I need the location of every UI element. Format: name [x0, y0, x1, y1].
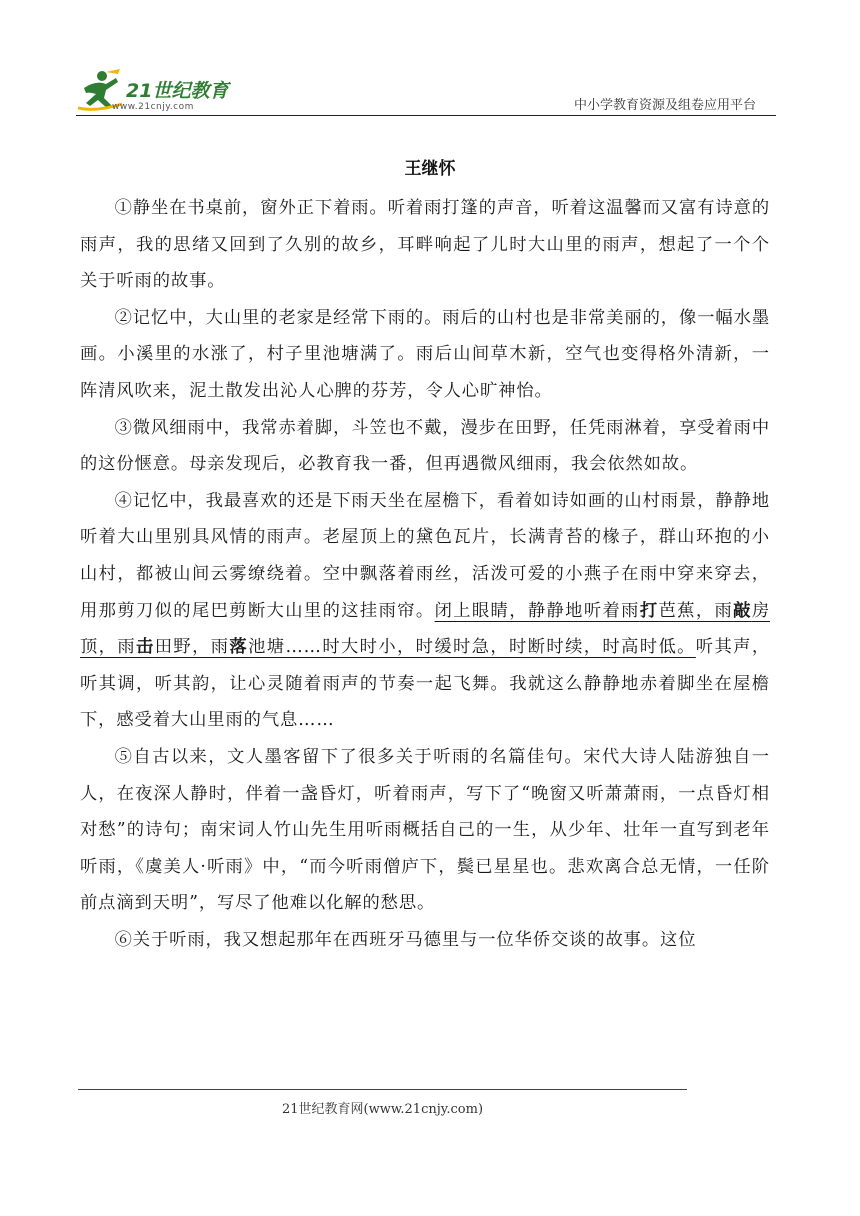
bold-verb: 落 — [229, 637, 249, 658]
underlined-part: 芭蕉，雨 — [658, 600, 734, 621]
paragraph-4 — [80, 483, 770, 739]
bold-verb: 击 — [136, 637, 155, 658]
logo-url: www.21cnjy.com — [112, 102, 194, 112]
paragraph-3: ③微风细雨中，我常赤着脚，斗笠也不戴，漫步在田野，任凭雨淋着，享受着雨中的这份惬意。母亲发现后，必教育我一番，但再遇微风细雨，我会依然如故。 — [80, 417, 770, 475]
paragraph-4-outro: 听其声，听其调，听其韵，让心灵随着雨声的节奏一起飞舞。我就这么静静地赤着脚坐在屋檐下，感受着大山里雨的气息…… — [80, 637, 771, 731]
header-rule — [76, 115, 776, 116]
page-header — [76, 66, 776, 118]
footer-rule — [78, 1089, 687, 1090]
bold-verb: 敲 — [733, 600, 752, 621]
underlined-part: 闭上眼睛，静静地听着雨 — [434, 600, 640, 621]
footer-text: 21世纪教育网(www.21cnjy.com) — [281, 1102, 484, 1117]
article-body — [80, 190, 770, 958]
author-name: 王继怀 — [404, 159, 456, 179]
paragraph-1: ①静坐在书桌前，窗外正下着雨。听着雨打篷的声音，听着这温馨而又富有诗意的雨声，我的思绪又回到了久别的故乡，耳畔响起了儿时大山里的雨声，想起了一个个关于听雨的故事。 — [80, 198, 770, 292]
underlined-part: 池塘……时大时小，时缓时急，时断时续，时高时低。 — [248, 637, 696, 658]
paragraph-2: ②记忆中，大山里的老家是经常下雨的。雨后的山村也是非常美丽的，像一幅水墨画。小溪里的水涨了，村子里池塘满了。雨后山间草木新，空气也变得格外清新，一阵清风吹来，泥土散发出沁人心脾的芬芳，令人心旷神怡。 — [80, 307, 770, 401]
logo-text: 21世纪教育 — [126, 80, 229, 102]
bold-verb: 打 — [639, 600, 659, 621]
underlined-part: 田野，雨 — [154, 637, 230, 658]
paragraph-6: ⑥关于听雨，我又想起那年在西班牙马德里与一位华侨交谈的故事。这位 — [114, 929, 697, 950]
platform-name: 中小学教育资源及组卷应用平台 — [573, 98, 756, 113]
paragraph-4-intro: ④记忆中，我最喜欢的还是下雨天坐在屋檐下，看着如诗如画的山村雨景，静静地听着大山里别具风情的雨声。老屋顶上的黛色瓦片，长满青苔的椽子，群山环抱的小山村，都被山间云雾缭绕着。空中飘落着雨丝，活泼可爱的小燕子在雨中穿来穿去，用那剪刀似的尾巴剪断大山里的这挂雨帘。 — [80, 490, 770, 621]
underlined-part: 房顶，雨 — [80, 600, 771, 658]
site-logo — [76, 66, 276, 118]
paragraph-5: ⑤自古以来，文人墨客留下了很多关于听雨的名篇佳句。宋代大诗人陆游独自一人，在夜深人静时，伴着一盏昏灯，听着雨声，写下了“晚窗又听萧萧雨，一点昏灯相对愁”的诗句；南宋词人竹山先生用听雨概括自己的一生，从少年、壮年一直写到老年听雨，《虞美人·听雨》中，“而今听雨僧庐下，鬓已星星也。悲欢离合总无情，一任阶前点滴到天明”，写尽了他难以化解的愁思。 — [80, 746, 770, 914]
